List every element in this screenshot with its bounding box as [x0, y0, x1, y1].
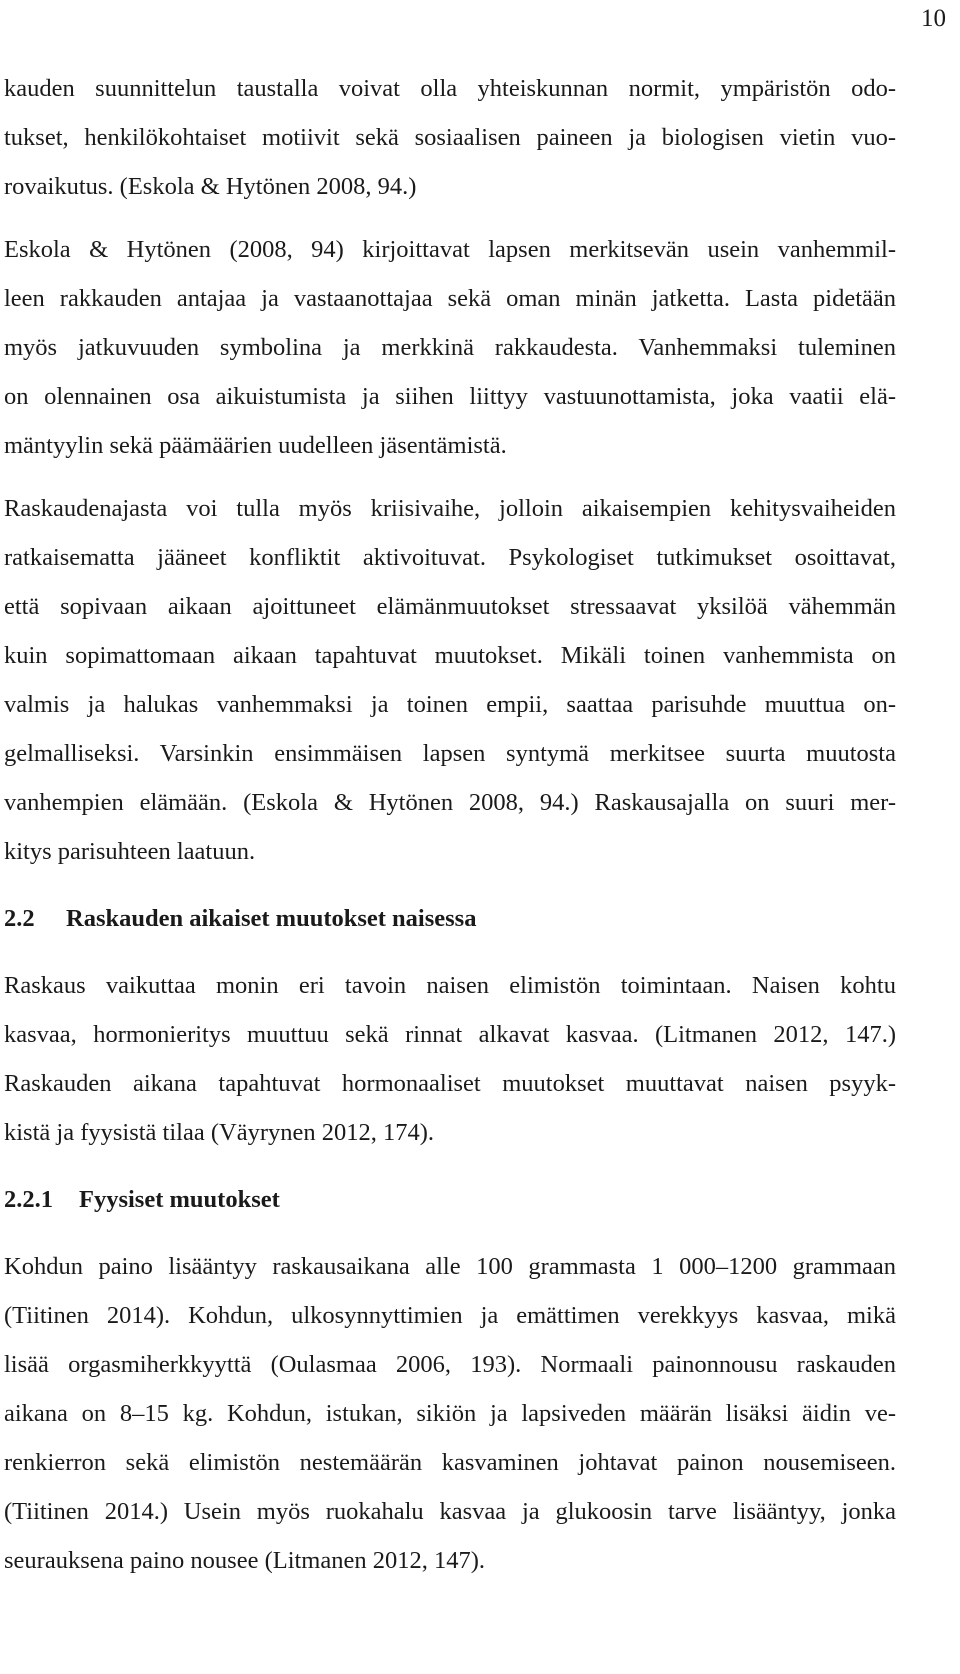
- section-heading-2-2: [4, 894, 896, 943]
- paragraph-gap: [4, 211, 896, 225]
- text-line: Raskauden aikana tapahtuvat hormonaaliset muutokset muuttavat naisen psyyk-: [4, 1070, 896, 1097]
- paragraph-2-2-1: [4, 1242, 896, 1585]
- text-line: valmis ja halukas vanhemmaksi ja toinen empii, saattaa parisuhde muuttua on-: [4, 691, 896, 718]
- section-gap: [4, 1224, 896, 1242]
- text-line: ratkaisematta jääneet konfliktit aktivoituvat. Psykologiset tutkimukset osoittavat,: [4, 544, 896, 571]
- page-number: 10: [921, 5, 946, 32]
- text-line: mäntyylin sekä päämäärien uudelleen jäsentämistä.: [4, 432, 507, 459]
- text-line: seurauksena paino nousee (Litmanen 2012, 147).: [4, 1547, 486, 1574]
- section-gap: [4, 876, 896, 894]
- text-line: kasvaa, hormonieritys muuttuu sekä rinnat alkavat kasvaa. (Litmanen 2012, 147.): [4, 1021, 896, 1048]
- text-line: leen rakkauden antajaa ja vastaanottajaa sekä oman minän jatketta. Lasta pidetään: [4, 285, 896, 312]
- text-line: renkierron sekä elimistön nestemäärän kasvaminen johtavat painon nousemiseen.: [4, 1449, 896, 1476]
- text-line: kuin sopimattomaan aikaan tapahtuvat muutokset. Mikäli toinen vanhemmista on: [4, 642, 896, 669]
- section-number: 2.2.1: [4, 1186, 53, 1213]
- text-line: vanhempien elämään. (Eskola & Hytönen 2008, 94.) Raskausajalla on suuri mer-: [4, 789, 896, 816]
- text-line: Eskola & Hytönen (2008, 94) kirjoittavat lapsen merkitsevän usein vanhemmil-: [4, 236, 896, 263]
- text-line: rovaikutus. (Eskola & Hytönen 2008, 94.): [4, 173, 417, 200]
- text-line: gelmalliseksi. Varsinkin ensimmäisen lapsen syntymä merkitsee suurta muutosta: [4, 740, 896, 767]
- section-number: 2.2: [4, 905, 35, 932]
- text-line: kauden suunnittelun taustalla voivat olla yhteiskunnan normit, ympäristön odo-: [4, 75, 896, 102]
- section-title: Raskauden aikaiset muutokset naisessa: [66, 905, 477, 932]
- text-line: (Tiitinen 2014.) Usein myös ruokahalu kasvaa ja glukoosin tarve lisääntyy, jonka: [4, 1498, 896, 1525]
- section-title: Fyysiset muutokset: [79, 1186, 280, 1213]
- text-line: kitys parisuhteen laatuun.: [4, 838, 256, 865]
- text-line: lisää orgasmiherkkyyttä (Oulasmaa 2006, 193). Normaali painonnousu raskauden: [4, 1351, 896, 1378]
- text-line: tukset, henkilökohtaiset motiivit sekä sosiaalisen paineen ja biologisen vietin vuo-: [4, 124, 896, 151]
- text-line: kistä ja fyysistä tilaa (Väyrynen 2012, 174).: [4, 1119, 435, 1146]
- section-heading-2-2-1: [4, 1175, 896, 1224]
- section-gap: [4, 943, 896, 961]
- page-content: [4, 64, 896, 1585]
- text-line: Raskaus vaikuttaa monin eri tavoin naisen elimistön toimintaan. Naisen kohtu: [4, 972, 896, 999]
- paragraph-2-2: [4, 961, 896, 1157]
- text-line: on olennainen osa aikuistumista ja siihen liittyy vastuunottamista, joka vaatii elä-: [4, 383, 896, 410]
- paragraph-gap: [4, 470, 896, 484]
- text-line: aikana on 8–15 kg. Kohdun, istukan, sikiön ja lapsiveden määrän lisäksi äidin ve-: [4, 1400, 896, 1427]
- text-line: että sopivaan aikaan ajoittuneet elämänmuutokset stressaavat yksilöä vähemmän: [4, 593, 896, 620]
- paragraph-2: [4, 225, 896, 470]
- paragraph-1: [4, 64, 896, 211]
- text-line: myös jatkuvuuden symbolina ja merkkinä rakkaudesta. Vanhemmaksi tuleminen: [4, 334, 896, 361]
- text-line: Kohdun paino lisääntyy raskausaikana alle 100 grammasta 1 000–1200 grammaan: [4, 1253, 896, 1280]
- text-line: (Tiitinen 2014). Kohdun, ulkosynnyttimien ja emättimen verekkyys kasvaa, mikä: [4, 1302, 896, 1329]
- paragraph-3: [4, 484, 896, 876]
- section-gap: [4, 1157, 896, 1175]
- text-line: Raskaudenajasta voi tulla myös kriisivaihe, jolloin aikaisempien kehitysvaiheiden: [4, 495, 896, 522]
